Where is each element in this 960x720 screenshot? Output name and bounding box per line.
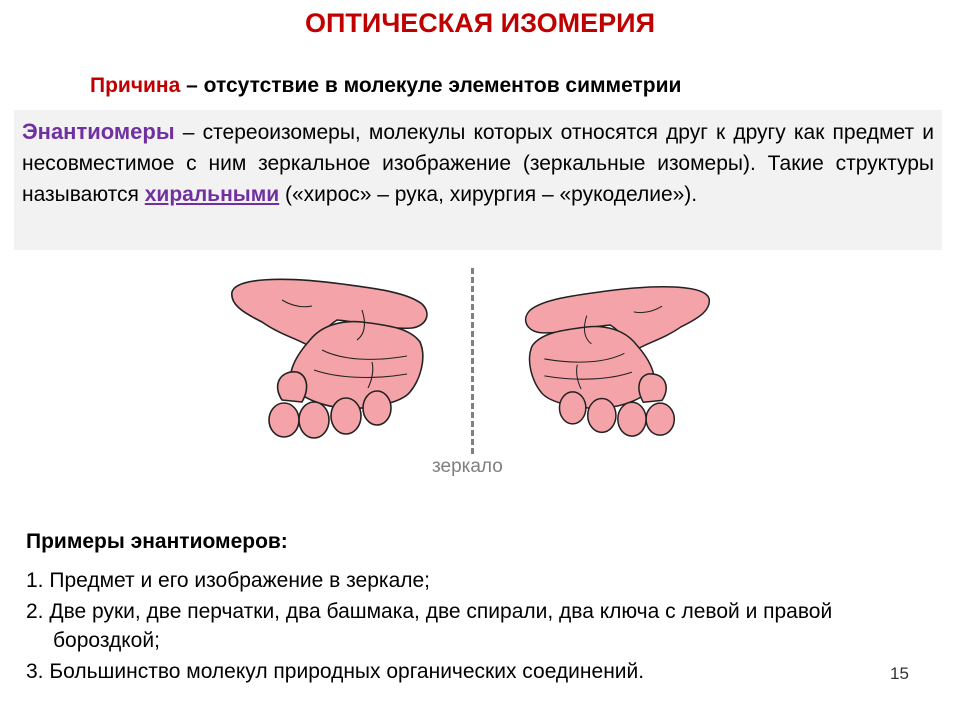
examples-list — [26, 566, 941, 688]
cause-text: – отсутствие в молекуле элементов симметрии — [180, 74, 682, 97]
mirror-label: зеркало — [432, 456, 503, 477]
definition-body: – стереоизомеры, молекулы которых относятся друг к другу как предмет и несовместимое с ним зеркальное изображение (зеркальные изомеры). Такие структуры называются — [22, 121, 934, 206]
definition-text — [22, 116, 934, 210]
chiral-link[interactable]: хиральными — [144, 183, 280, 206]
definition-term: Энантиомеры — [22, 119, 175, 144]
examples-title: Примеры энантиомеров: — [26, 530, 288, 553]
right-hand-image — [510, 278, 720, 438]
cause-word: Причина — [90, 74, 181, 97]
definition-tail: («хирос» – рука, хирургия – «рукоделие»). — [279, 183, 698, 206]
cause-line — [80, 70, 720, 102]
list-item: 2. Две руки, две перчатки, два башмака, две спирали, два ключа с левой и правой бороздкой; — [26, 600, 833, 652]
list-item: 1. Предмет и его изображение в зеркале; — [26, 569, 431, 592]
page-number: 15 — [890, 664, 909, 683]
list-item: 3. Большинство молекул природных органических соединений. — [26, 660, 645, 683]
slide-title: ОПТИЧЕСКАЯ ИЗОМЕРИЯ — [305, 8, 655, 38]
mirror-line — [471, 268, 474, 454]
left-hand-image — [222, 270, 442, 440]
